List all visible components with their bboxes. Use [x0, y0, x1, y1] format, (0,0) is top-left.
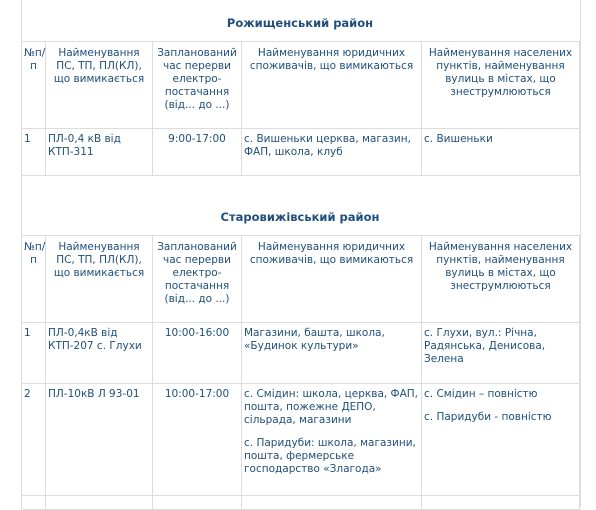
header-num: №п/п	[22, 42, 46, 129]
cell-time: 9:00-17:00	[153, 129, 242, 176]
table-row	[22, 129, 580, 176]
cell-empty	[46, 496, 153, 510]
cell-places	[422, 384, 580, 496]
table-row-partial	[22, 496, 580, 510]
header-places: Найменування населених пунктів, найменування вулиць в містах, що знеструмлюються	[422, 42, 580, 129]
places-paragraph: с. Паридуби - повністю	[424, 411, 552, 423]
header-places: Найменування населених пунктів, найменування вулиць в містах, що знеструмлюються	[422, 236, 580, 323]
cell-empty	[422, 496, 580, 510]
cell-empty	[242, 496, 422, 510]
schedule-table	[21, 235, 580, 510]
cell-ps: ПЛ-10кВ Л 93-01	[46, 384, 153, 496]
table-header-row	[22, 42, 580, 129]
header-num: №п/п	[22, 236, 46, 323]
header-ps: Найменування ПС, ТП, ПЛ(КЛ), що вимикається	[46, 236, 153, 323]
header-ps: Найменування ПС, ТП, ПЛ(КЛ), що вимикається	[46, 42, 153, 129]
cell-num: 1	[22, 323, 46, 384]
cell-legal: Магазини, башта, школа, «Будинок культури»	[242, 323, 422, 384]
cell-num: 2	[22, 384, 46, 496]
district-title: Рожищенський район	[226, 16, 374, 30]
cell-places: с. Глухи, вул.: Річна, Радянська, Денисова, Зелена	[422, 323, 580, 384]
cell-time: 10:00-17:00	[153, 384, 242, 496]
cell-num: 1	[22, 129, 46, 176]
cell-legal: с. Вишеньки церква, магазин, ФАП, школа, клуб	[242, 129, 422, 176]
legal-paragraph: с. Паридуби: школа, магазини, пошта, фермерське господарство «Злагода»	[244, 437, 416, 475]
header-legal: Найменування юридичних споживачів, що вимикаються	[242, 42, 422, 129]
places-paragraph: с. Смідин – повністю	[424, 388, 538, 400]
cell-time: 10:00-16:00	[153, 323, 242, 384]
cell-empty	[22, 496, 46, 510]
cell-legal	[242, 384, 422, 496]
table-header-row	[22, 236, 580, 323]
table-row	[22, 384, 580, 496]
header-time: Запланований час перерви електро-постачання (від... до ...)	[153, 42, 242, 129]
cell-empty	[153, 496, 242, 510]
schedule-table	[21, 41, 580, 176]
district-title: Старовижівський район	[220, 210, 380, 224]
header-legal: Найменування юридичних споживачів, що вимикаються	[242, 236, 422, 323]
cell-places: с. Вишеньки	[422, 129, 580, 176]
header-time: Запланований час перерви електро-постачання (від... до ...)	[153, 236, 242, 323]
legal-paragraph: с. Смідин: школа, церква, ФАП, пошта, пожежне ДЕПО, сільрада, магазини	[244, 388, 419, 426]
cell-ps: ПЛ-0,4 кВ від КТП-311	[46, 129, 153, 176]
cell-ps: ПЛ-0,4кВ від КТП-207 с. Глухи	[46, 323, 153, 384]
table-row	[22, 323, 580, 384]
